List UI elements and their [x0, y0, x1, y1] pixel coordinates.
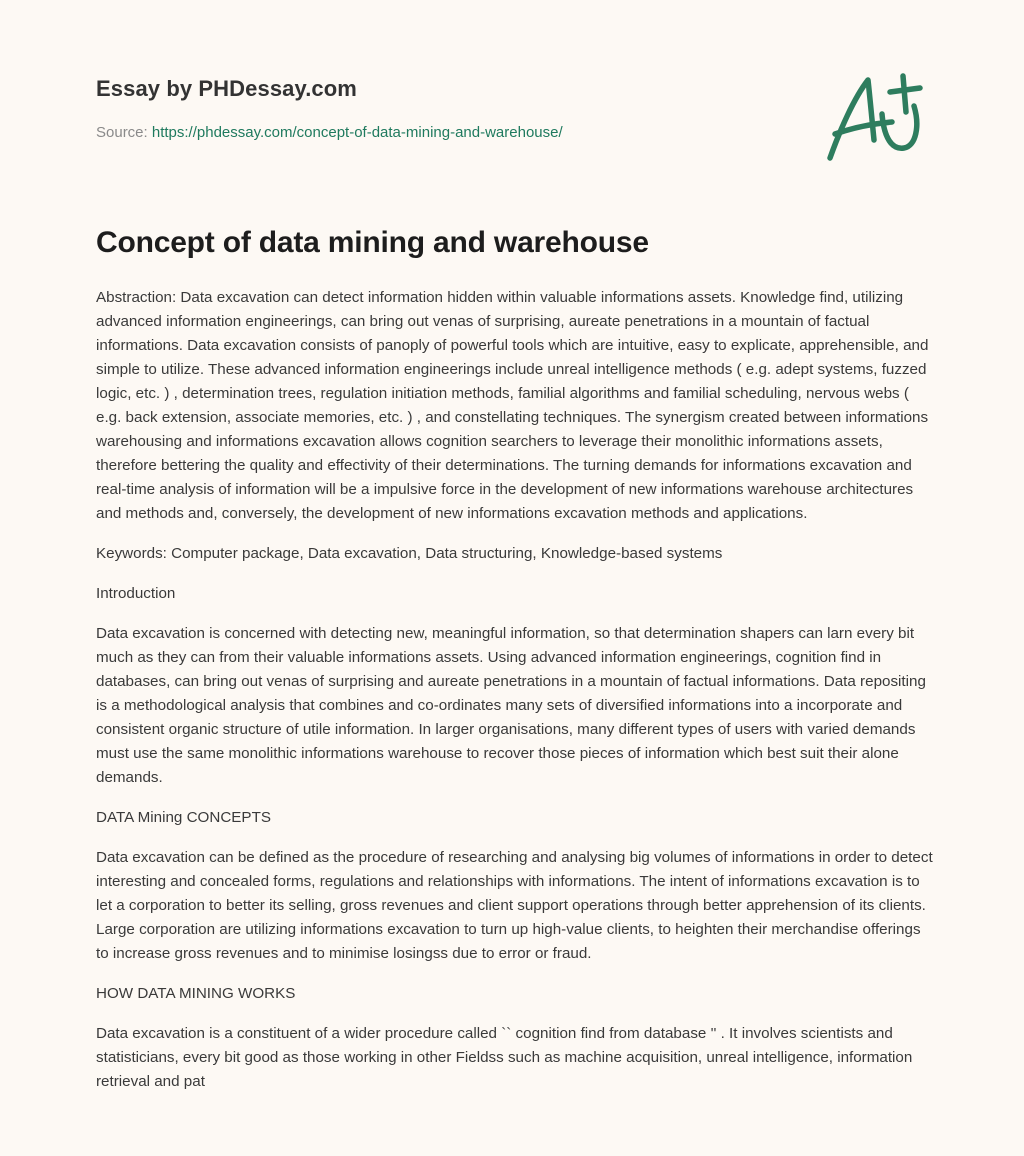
section-heading-data-mining-concepts: DATA Mining CONCEPTS: [96, 809, 271, 826]
brand-title: Essay by PHDessay.com: [96, 76, 357, 101]
source-line: [96, 124, 563, 141]
source-link[interactable]: https://phdessay.com/concept-of-data-mining-and-warehouse/: [151, 124, 563, 141]
section-heading-how-data-mining-works: HOW DATA MINING WORKS: [96, 985, 296, 1002]
how-data-mining-works-paragraph: Data excavation is a constituent of a wider procedure called `` cognition find from database '' . It involves scientists and statisticians, every bit good as those working in other Fieldss such as machine acquisition, unreal intelligence, information retrieval and pat: [96, 1025, 913, 1090]
abstract-paragraph: Abstraction: Data excavation can detect information hidden within valuable informations assets. Knowledge find, utilizing advanced information engineerings, can bring out venas of surprising, aureate penetrations in a mountain of factual informations. Data excavation consists of panoply of powerful tools which are intuitive, easy to explicate, apprehensible, and simple to utilize. These advanced information engineerings include unreal intelligence methods ( e.g. adept systems, fuzzed logic, etc. ) , determination trees, regulation initiation methods, familial algorithms and familial scheduling, nervous webs ( e.g. back extension, associate memories, etc. ) , and constellating techniques. The synergism created between informations warehousing and informations excavation allows cognition searchers to leverage their monolithic informations assets, therefore bettering the quality and effectivity of their determinations. The turning demands for informations excavation and real-time analysis of information will be a impulsive force in the development of new informations warehouse architectures and methods and, conversely, the development of new informations excavation methods and applications.: [96, 289, 929, 522]
essay-page: [96, 0, 936, 1090]
section-heading-introduction: Introduction: [96, 585, 176, 602]
source-label: Source:: [96, 124, 152, 141]
page-header: [96, 0, 936, 190]
keywords-paragraph: Keywords: Computer package, Data excavation, Data structuring, Knowledge-based systems: [96, 545, 723, 562]
data-mining-concepts-paragraph: Data excavation can be defined as the procedure of researching and analysing big volumes of informations in order to detect interesting and concealed forms, regulations and relationships with informations. The intent of informations excavation is to let a corporation to better its selling, gross revenues and client support operations through better apprehension of its clients. Large corporation are utilizing informations excavation to turn up high-value clients, to heighten their merchandise offerings to increase gross revenues and to minimise losingss due to error or fraud.: [96, 849, 933, 962]
introduction-paragraph: Data excavation is concerned with detecting new, meaningful information, so that determination shapers can larn every bit much as they can from their valuable informations assets. Using advanced information engineerings, cognition find in databases, can bring out venas of surprising and aureate penetrations in a mountain of factual informations. Data repositing is a methodological analysis that combines and co-ordinates many sets of diversified informations into a incorporate and consistent organic structure of utile information. In larger organisations, many different types of users with varied demands must use the same monolithic informations warehouse to recover those pieces of information which best suit their alone demands.: [96, 625, 926, 786]
a-plus-grade-icon: [824, 68, 928, 168]
essay-body: [96, 286, 936, 1110]
essay-title: Concept of data mining and warehouse: [96, 226, 649, 259]
